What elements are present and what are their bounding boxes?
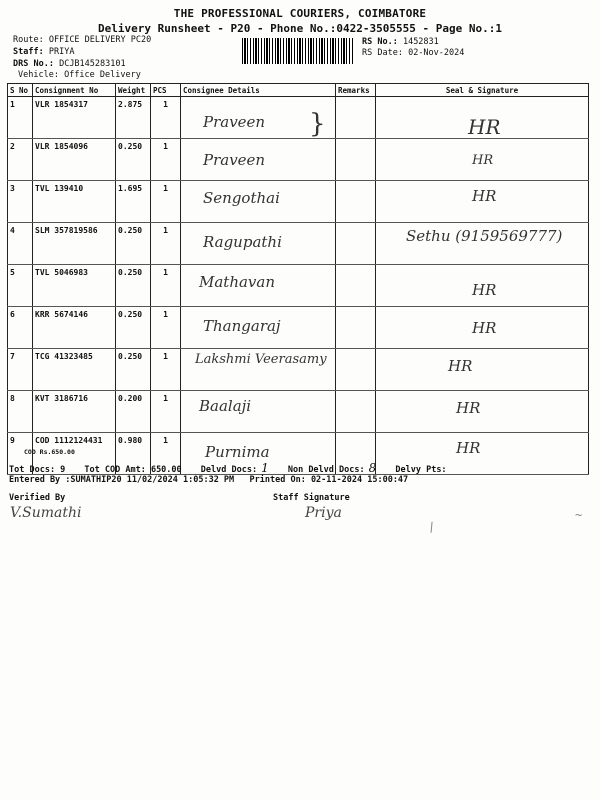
handwritten-seal: HR [472, 187, 497, 205]
row-seal [376, 139, 589, 181]
vehicle-line [18, 70, 141, 80]
row-consignee [181, 307, 336, 349]
drs-line [13, 59, 126, 69]
row-sno: 8 [8, 391, 33, 433]
vehicle-label: Vehicle: [18, 70, 59, 80]
handwritten-consignee: Lakshmi Veerasamy [195, 352, 327, 367]
totals-line [9, 461, 461, 475]
handwritten-seal: HR [472, 153, 494, 168]
row-sno: 1 [8, 97, 33, 139]
rs-no-line [362, 37, 439, 47]
handwritten-consignee: Praveen [203, 151, 266, 169]
row-weight: 1.695 [116, 181, 151, 223]
handwritten-consignee: Ragupathi [203, 233, 282, 251]
delvd-docs-hand: 1 [261, 461, 269, 475]
row-pcs: 1 [151, 223, 181, 265]
row-pcs: 1 [151, 349, 181, 391]
row-remarks [336, 181, 376, 223]
row-consignment: KVT 3186716 [33, 391, 116, 433]
row-sno: 4 [8, 223, 33, 265]
row-consignee [181, 223, 336, 265]
row-remarks [336, 139, 376, 181]
row-consignee [181, 181, 336, 223]
handwritten-seal: HR [472, 319, 497, 337]
non-delvd-docs-hand: 8 [368, 461, 377, 475]
row-weight: 0.250 [116, 265, 151, 307]
route-value: OFFICE DELIVERY PC20 [48, 35, 152, 45]
table-row [8, 391, 589, 433]
handwritten-consignee: Praveen [203, 113, 266, 131]
route-line [13, 35, 151, 45]
tot-docs: Tot Docs: 9 [9, 465, 66, 475]
row-sno: 3 [8, 181, 33, 223]
row-weight: 0.250 [116, 349, 151, 391]
entered-line [9, 475, 408, 485]
handwritten-consignee: Mathavan [199, 273, 276, 291]
vehicle-value: Office Delivery [64, 70, 141, 80]
printed-on: Printed On: 02-11-2024 15:00:47 [249, 475, 409, 485]
delvy-pts: Delvy Pts: [395, 465, 447, 475]
drs-label: DRS No.: [13, 59, 54, 69]
row-seal [376, 265, 589, 307]
runsheet-table [7, 83, 589, 475]
verified-signature: V.Sumathi [10, 505, 82, 521]
rs-date-label: RS Date: [362, 48, 403, 58]
handwritten-consignee: Baalaji [199, 397, 252, 415]
row-remarks [336, 265, 376, 307]
sheet-title: Delivery Runsheet - P20 - Phone No.:0422-3505555 - Page No.:1 [98, 22, 502, 35]
table-row [8, 307, 589, 349]
stray-mark: ~ [575, 508, 583, 522]
rs-no-label: RS No.: [362, 37, 398, 47]
handwritten-seal: Sethu (9159569777) [406, 227, 563, 245]
row-pcs: 1 [151, 139, 181, 181]
handwritten-consignee: Thangaraj [203, 317, 281, 335]
barcode-image [242, 38, 354, 64]
row-consignment: COD 1112124431 [33, 433, 116, 475]
row-consignment: VLR 1854096 [33, 139, 116, 181]
col-header-pcs: PCS [151, 84, 181, 97]
row-pcs: 1 [151, 97, 181, 139]
row-remarks [336, 223, 376, 265]
col-header-seal: Seal & Signature [376, 84, 589, 97]
staff-line [13, 47, 74, 57]
row-remarks [336, 97, 376, 139]
row-seal [376, 307, 589, 349]
row-consignee [181, 97, 336, 139]
drs-value: DCJB145283101 [59, 59, 126, 69]
row-weight: 0.980 [116, 433, 151, 475]
row-weight: 0.250 [116, 139, 151, 181]
table-row [8, 139, 589, 181]
row-weight: 0.250 [116, 223, 151, 265]
tot-cod: Tot COD Amt: 650.00 [84, 465, 182, 475]
row-sno: 7 [8, 349, 33, 391]
row-sno: 2 [8, 139, 33, 181]
row-consignment: VLR 1854317 [33, 97, 116, 139]
row-consignment: TVL 5046983 [33, 265, 116, 307]
rs-no-value: 1452831 [402, 37, 439, 47]
row-remarks [336, 349, 376, 391]
delvd-docs-label: Delvd Docs: [200, 465, 258, 475]
row-weight: 2.875 [116, 97, 151, 139]
col-header-weight: Weight [116, 84, 151, 97]
row-pcs: 1 [151, 391, 181, 433]
table-row [8, 97, 589, 139]
row-consignment: KRR 5674146 [33, 307, 116, 349]
staff-signature-label: Staff Signature [273, 493, 350, 503]
route-label: Route: [13, 35, 44, 45]
handwritten-consignee: Purnima [205, 443, 270, 461]
row-sno: 6 [8, 307, 33, 349]
non-delvd-docs-label: Non Delvd Docs: [287, 465, 365, 475]
handwritten-seal: HR [456, 399, 481, 417]
row-pcs: 1 [151, 265, 181, 307]
row-pcs: 1 [151, 307, 181, 349]
row-consignment: TCG 41323485 [33, 349, 116, 391]
company-title: THE PROFESSIONAL COURIERS, COIMBATORE [173, 7, 427, 20]
col-header-remarks: Remarks [336, 84, 376, 97]
col-header-sno: S No [8, 84, 33, 97]
row-pcs: 1 [151, 181, 181, 223]
row-sno: 9 [8, 433, 33, 475]
row-consignment: TVL 139410 [33, 181, 116, 223]
row-remarks [336, 391, 376, 433]
handwritten-seal: HR [448, 357, 473, 375]
row-weight: 0.200 [116, 391, 151, 433]
table-row [8, 349, 589, 391]
staff-signature: Priya [305, 505, 342, 521]
table-header-row [8, 84, 589, 97]
handwritten-seal: HR [472, 281, 497, 299]
row-seal [376, 349, 589, 391]
row-consignment: SLM 357819586 [33, 223, 116, 265]
staff-value: PRIYA [48, 47, 75, 57]
row-weight: 0.250 [116, 307, 151, 349]
handwritten-consignee: Sengothai [203, 189, 280, 207]
row-sno: 5 [8, 265, 33, 307]
entered-by: Entered By :SUMATHIP20 11/02/2024 1:05:32 PM [9, 475, 235, 485]
staff-label: Staff: [13, 47, 44, 57]
row-seal [376, 97, 589, 139]
row-seal [376, 181, 589, 223]
table-row [8, 181, 589, 223]
verified-by-label: Verified By [9, 493, 66, 503]
row-remarks [336, 307, 376, 349]
table-row [8, 223, 589, 265]
row-seal [376, 391, 589, 433]
rs-date-line [362, 48, 464, 58]
handwritten-seal: HR [456, 439, 481, 457]
row-consignee [181, 391, 336, 433]
row-consignee [181, 349, 336, 391]
brace-mark: } [309, 109, 326, 139]
row-consignee [181, 139, 336, 181]
rs-date-value: 02-Nov-2024 [408, 48, 465, 58]
handwritten-seal: HR [468, 115, 501, 139]
row-pcs: 1 [151, 433, 181, 475]
cod-note: COD Rs.650.00 [24, 448, 75, 456]
table-row [8, 265, 589, 307]
row-consignee [181, 265, 336, 307]
row-seal [376, 223, 589, 265]
col-header-consignment: Consignment No [33, 84, 116, 97]
stray-mark: / [425, 519, 438, 535]
col-header-consignee: Consignee Details [181, 84, 336, 97]
